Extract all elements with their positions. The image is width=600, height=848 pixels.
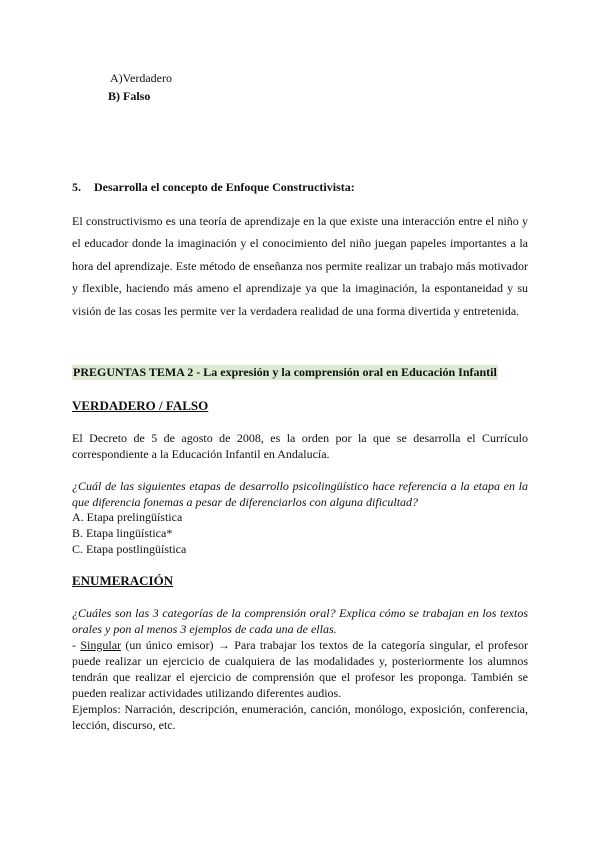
multiple-choice-options: [72, 509, 186, 557]
question-5-text: Desarrolla el concepto de Enfoque Constructivista:: [94, 180, 355, 194]
option-c: C. Etapa postlingüística: [72, 542, 187, 556]
option-b: B. Etapa lingüística*: [72, 526, 173, 540]
previous-option-a: A)Verdadero: [110, 71, 172, 85]
enumeration-question: ¿Cuáles son las 3 categorías de la comprensión oral? Explica cómo se trabajan en los textos orales y pon al menos 3 ejemplos de cada una de ellas.: [72, 606, 528, 636]
enumeration-heading: ENUMERACIÓN: [72, 573, 174, 588]
true-false-statement: El Decreto de 5 de agosto de 2008, es la orden por la que se desarrolla el Currículo correspondiente a la Educación Infantil en Andalucía.: [72, 431, 528, 461]
question-5-answer: El constructivismo es una teoría de aprendizaje en la que existe una interacción entre el niño y el educador donde la imaginación y el conocimiento del niño juegan papeles importantes a la hora del aprendizaje. Este método de enseñanza nos permite realizar un trabajo más motivador y flexible, haciendo más ameno el aprendizaje ya que la imaginación, la espontaneidad y su visión de las cosas les permite ver la verdadera realidad de una forma divertida y entretenida.: [72, 214, 528, 318]
enumeration-examples: Ejemplos: Narración, descripción, enumeración, canción, monólogo, exposición, conferencia, lección, discurso, etc.: [72, 702, 528, 732]
question-5-number: 5.: [72, 180, 81, 194]
question-5-title: [72, 180, 355, 195]
answer-prefix: -: [72, 638, 81, 652]
answer-term-singular: Singular: [80, 638, 122, 652]
option-a: A. Etapa prelingüística: [72, 510, 183, 524]
section-title: PREGUNTAS TEMA 2 - La expresión y la comprensión oral en Educación Infantil: [73, 365, 497, 379]
multiple-choice-question: ¿Cuál de las siguientes etapas de desarrollo psicolingüístico hace referencia a la etapa en la que diferencia fonemas a pesar de diferenciarlos con alguna dificultad?: [72, 479, 528, 509]
previous-option-b: B) Falso: [108, 89, 151, 103]
enumeration-answer: [72, 637, 528, 701]
answer-body: (un único emisor) → Para trabajar los textos de la categoría singular, el profesor puede realizar un ejercicio de cualquiera de las modalidades y, posteriormente los alumnos tendrán que realizar el ejercicio de comprensión que el profesor les proponga. También se pueden realizar actividades utilizando diferentes audios.: [72, 638, 528, 700]
true-false-heading: VERDADERO / FALSO: [72, 398, 209, 413]
